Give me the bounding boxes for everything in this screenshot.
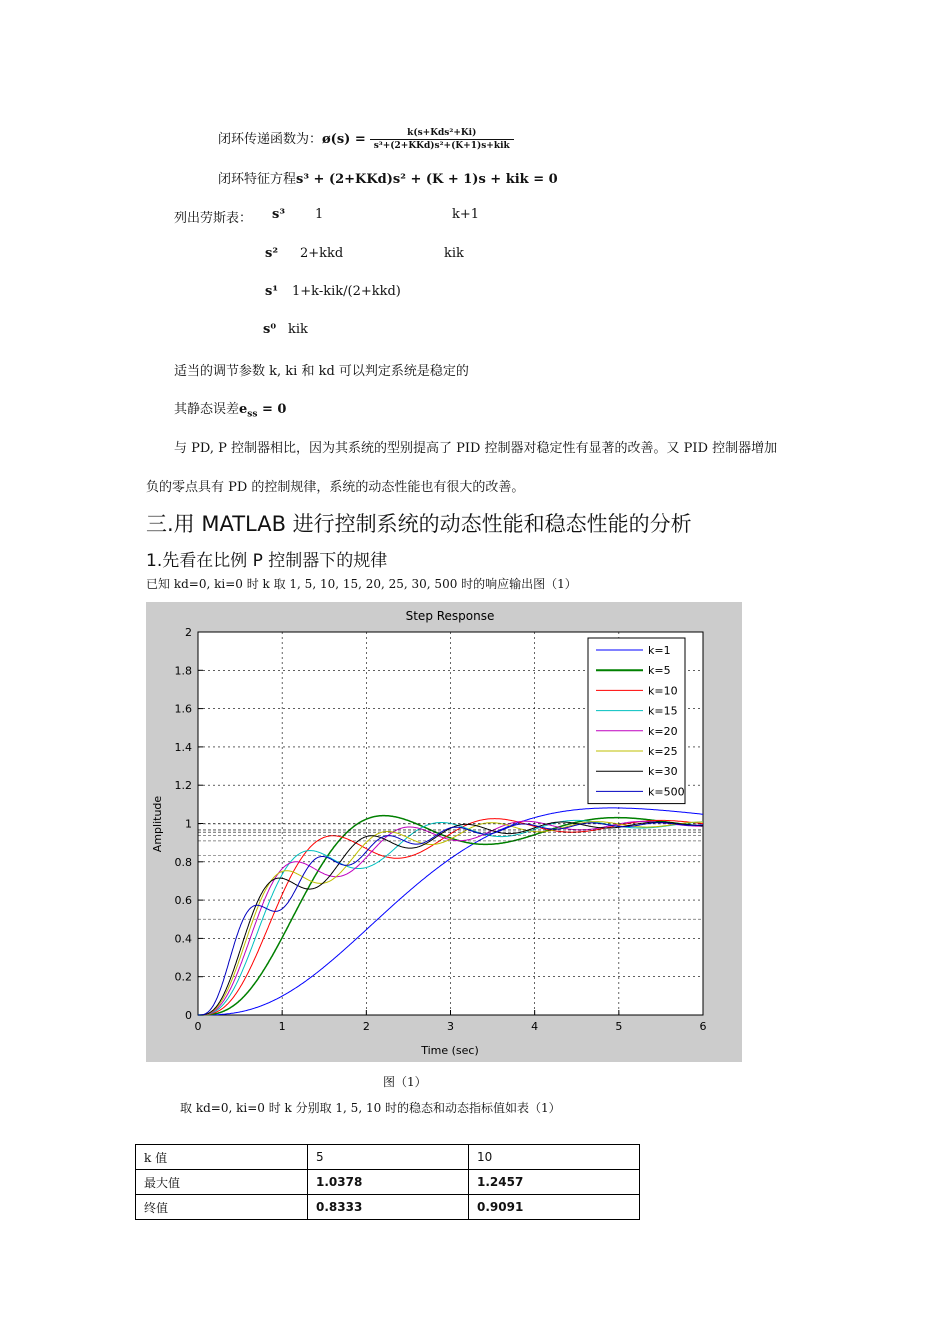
routh-row-label: s⁰ [263,322,277,337]
compare-text-2: 负的零点具有 PD 的控制规律，系统的动态性能也有很大的改善。 [146,480,525,495]
legend-label: k=500 [648,785,685,799]
legend-label: k=10 [648,684,678,698]
step-response-figure [146,602,742,1062]
x-tick-label: 0 [194,1020,202,1033]
y-tick-label: 0.4 [174,932,192,946]
ess-subscript: ss [247,409,258,420]
routh-label: 列出劳斯表： [174,211,253,226]
routh-row-label: s³ [272,207,286,222]
closed-loop-fraction [370,128,514,151]
table-cell: 0.8333 [308,1195,469,1220]
y-tick-label: 0.8 [174,855,192,869]
routh-cell: kik [288,322,308,337]
y-axis-label: Amplitude [151,795,164,853]
stable-text: 适当的调节参数 k, ki 和 kd 可以判定系统是稳定的 [174,364,469,379]
y-tick-label: 1.6 [174,702,192,716]
y-tick-label: 0 [185,1009,192,1022]
table-cell: 1.2457 [469,1170,640,1195]
char-eq-line [218,168,558,187]
closed-loop-denominator: s³+(2+KKd)s²+(K+1)s+kik [373,141,510,151]
table-cell: k 值 [136,1145,308,1170]
x-tick-label: 4 [531,1020,539,1033]
table-cell: 10 [469,1145,640,1170]
table-cell: 最大值 [136,1170,308,1195]
routh-cell: kik [444,246,464,261]
legend-label: k=25 [648,745,678,758]
x-tick-label: 3 [447,1020,454,1033]
x-tick-label: 1 [278,1020,286,1033]
ess-label: 其静态误差 [174,402,240,417]
closed-loop-numerator: k(s+Kds²+Ki) [370,128,514,140]
x-tick-label: 5 [615,1020,623,1033]
table-cell: 5 [308,1145,469,1170]
legend-box [588,638,685,804]
x-tick-label: 6 [699,1020,707,1033]
legend-label: k=5 [648,664,671,678]
y-tick-label: 0.2 [174,970,192,984]
routh-cell: 1 [315,207,324,222]
y-tick-label: 0.6 [174,894,192,908]
compare-text-1: 与 PD, P 控制器相比，因为其系统的型别提高了 PID 控制器对稳定性有显著的改善。又 PID 控制器增加 [174,441,778,456]
legend-label: k=15 [648,704,678,718]
table-cell: 终值 [136,1195,308,1220]
legend [588,638,685,804]
y-tick-label: 1 [185,817,192,831]
legend-label: k=20 [648,724,678,738]
routh-cell: k+1 [452,207,480,222]
table-cell: 0.9091 [469,1195,640,1220]
ess-rhs: = 0 [257,402,287,417]
y-tick-label: 2 [185,626,192,639]
ess-line [174,398,286,420]
results-table [135,1144,640,1220]
char-eq: s³ + (2+KKd)s² + (K + 1)s + kik = 0 [296,172,558,187]
known-text: 已知 kd=0, ki=0 时 k 取 1, 5, 10, 15, 20, 25, 30, 500 时的响应输出图（1） [146,577,577,591]
x-tick-label: 2 [362,1020,370,1033]
table-row [136,1170,640,1195]
table-row [136,1145,640,1170]
routh-row-label: s¹ [265,284,279,299]
table-row [136,1195,640,1220]
legend-label: k=1 [648,644,671,657]
closed-loop-lhs: ø(s) = [322,132,366,147]
ess-symbol: e [239,402,248,417]
sub-heading: 1.先看在比例 P 控制器下的规律 [146,551,388,571]
y-tick-label: 1.4 [174,740,192,754]
chart-title: Step Response [405,609,495,623]
closed-loop-line [218,128,514,151]
closed-loop-label: 闭环传递函数为： [218,132,323,147]
table-cell: 1.0378 [308,1170,469,1195]
char-eq-label: 闭环特征方程 [218,172,297,187]
figure-caption: 图（1） [383,1075,427,1089]
legend-label: k=30 [648,765,678,779]
routh-cell: 2+kkd [300,246,344,261]
routh-cell: 1+k-kik/(2+kkd) [292,284,401,299]
x-axis-label: Time (sec) [421,1044,479,1057]
routh-row-label: s² [265,246,279,261]
y-tick-label: 1.8 [174,664,192,678]
table-intro: 取 kd=0, ki=0 时 k 分别取 1, 5, 10 时的稳态和动态指标值如表（1） [180,1101,561,1115]
y-tick-label: 1.2 [174,779,192,793]
section-heading: 三.用 MATLAB 进行控制系统的动态性能和稳态性能的分析 [146,512,692,536]
